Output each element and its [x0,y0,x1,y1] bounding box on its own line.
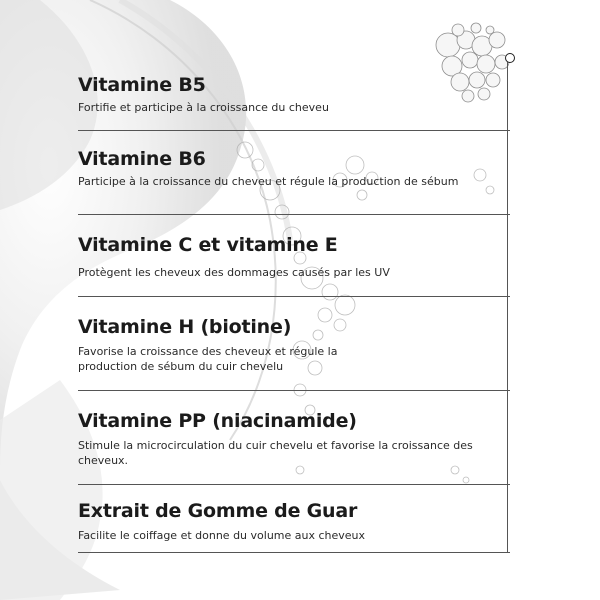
ingredient-description: Favorise la croissance des cheveux et régule la production de sébum du cuir chevelu [78,345,338,373]
list-item [78,74,510,115]
list-item [78,148,510,189]
ingredient-title: Vitamine H (biotine) [78,316,292,338]
divider [78,296,510,297]
ingredient-description: Fortifie et participe à la croissance du cheveu [78,101,329,114]
divider [78,130,510,131]
ingredient-title: Vitamine C et vitamine E [78,234,338,256]
divider [78,214,510,215]
list-item [78,500,510,543]
ingredient-list [78,0,510,600]
divider [78,552,510,553]
ingredient-description: Participe à la croissance du cheveu et régule la production de sébum [78,175,459,188]
list-item [78,316,510,374]
ingredient-description: Stimule la microcirculation du cuir chevelu et favorise la croissance des cheveux. [78,439,473,467]
ingredient-title: Vitamine PP (niacinamide) [78,410,357,432]
ingredient-title: Extrait de Gomme de Guar [78,500,358,522]
ingredient-description: Protègent les cheveux des dommages causés par les UV [78,266,390,279]
ingredient-title: Vitamine B5 [78,74,206,96]
ingredient-description: Facilite le coiffage et donne du volume aux cheveux [78,529,366,542]
list-item [78,410,510,468]
divider [78,390,510,391]
ingredient-title: Vitamine B6 [78,148,206,170]
divider [78,484,510,485]
list-item [78,234,510,280]
